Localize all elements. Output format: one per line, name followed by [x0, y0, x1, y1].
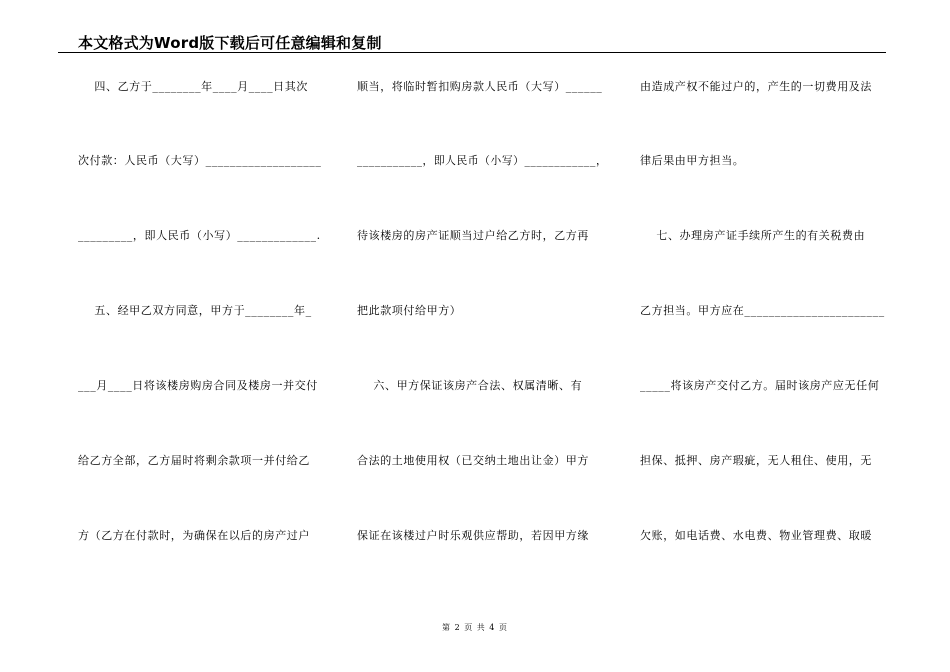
text-line: 由造成产权不能过户的，产生的一切费用及法	[640, 80, 872, 93]
text-line: 顺当，将临时暂扣购房款人民币（大写）______	[357, 80, 603, 93]
text-line: 七、办理房产证手续所产生的有关税费由	[640, 229, 866, 242]
text-line: ___________，即人民币（小写）____________，	[357, 154, 608, 167]
text-line: ___月____日将该楼房购房合同及楼房一并交付	[78, 379, 318, 392]
text-line: _____将该房产交付乙方。届时该房产应无任何	[640, 379, 880, 392]
text-line: 次付款：人民币（大写）___________________	[78, 154, 322, 167]
page-number-footer: 第 2 页 共 4 页	[442, 623, 508, 632]
text-line: 待该楼房的房产证顺当过户给乙方时，乙方再	[357, 229, 589, 242]
text-line: 四、乙方于________年____月____日其次	[78, 80, 308, 93]
text-line: 五、经甲乙双方同意，甲方于________年_	[78, 304, 312, 317]
text-line: 合法的土地使用权（已交纳土地出让金）甲方	[357, 454, 589, 467]
text-line: 乙方担当。甲方应在_______________________	[640, 304, 885, 317]
text-line: 欠账，如电话费、水电费、物业管理费、取暖	[640, 529, 872, 542]
text-line: 保证在该楼过户时乐观供应帮助，若因甲方缘	[357, 529, 589, 542]
text-line: 担保、抵押、房产瑕疵，无人租住、使用，无	[640, 454, 872, 467]
text-line: 给乙方全部，乙方届时将剩余款项一并付给乙	[78, 454, 310, 467]
document-header-title: 本文格式为Word版下载后可任意编辑和复制	[78, 34, 382, 52]
text-line: 方（乙方在付款时，为确保在以后的房产过户	[78, 529, 310, 542]
text-line: _________，即人民币（小写）_____________.	[78, 229, 321, 242]
text-line: 六、甲方保证该房产合法、权属清晰、有	[357, 379, 583, 392]
text-line: 律后果由甲方担当。	[640, 154, 745, 167]
text-line: 把此款项付给甲方）	[357, 304, 462, 317]
header-divider	[58, 52, 886, 53]
